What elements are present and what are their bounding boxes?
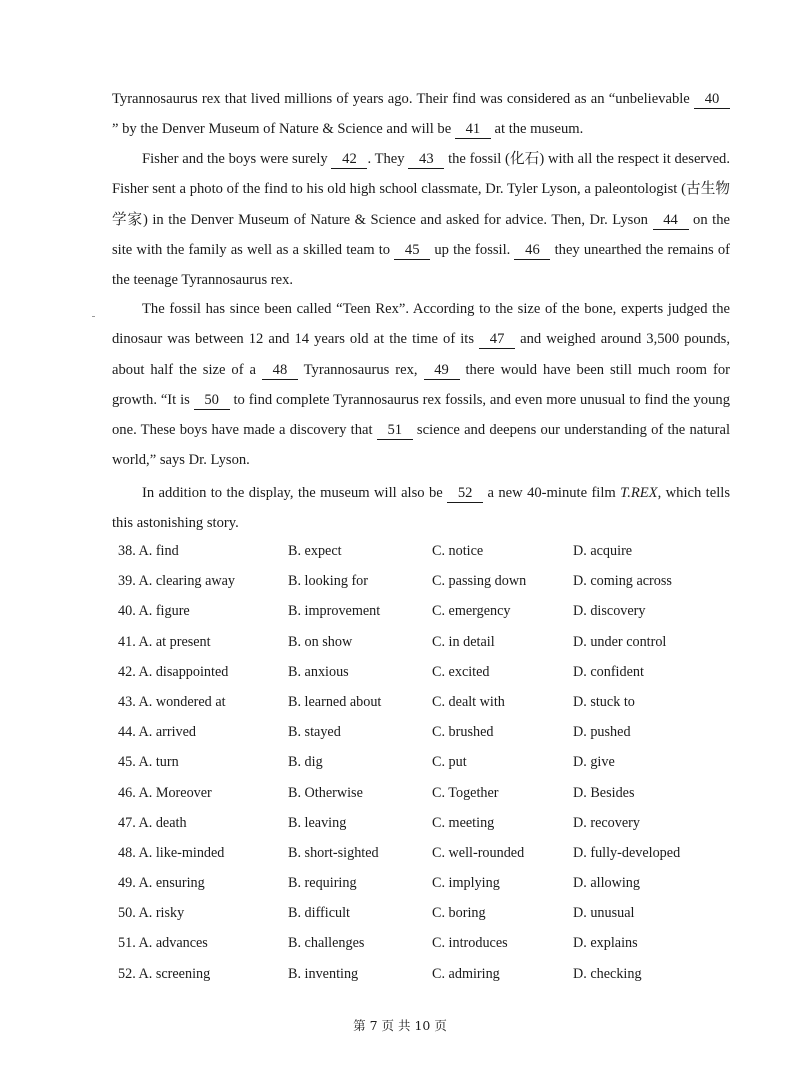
option-a: 42. A. disappointed [118, 663, 229, 680]
blank-51: 51 [377, 422, 413, 440]
option-b: B. stayed [288, 724, 341, 741]
option-b: B. looking for [288, 573, 368, 590]
question-row [118, 724, 718, 754]
blank-41: 41 [455, 121, 491, 139]
blank-42: 42 [331, 151, 367, 169]
option-a: 47. A. death [118, 814, 187, 831]
option-b: B. learned about [288, 693, 382, 710]
blank-45: 45 [394, 242, 430, 260]
option-b: B. difficult [288, 905, 351, 922]
margin-mark [92, 316, 95, 317]
blank-43: 43 [408, 151, 444, 169]
option-c: C. in detail [432, 633, 495, 650]
blank-48: 48 [262, 362, 298, 380]
blank-40: 40 [694, 91, 730, 109]
option-b: B. requiring [288, 875, 357, 892]
option-c: C. well-rounded [432, 844, 525, 861]
answer-options-list [118, 543, 718, 996]
passage-paragraph-1: Tyrannosaurus rex that lived millions of years ago. Their find was considered as an “unbelievable 40 ” by the Denver Museum of Nature & Science and will be 41 at the museum. [112, 84, 730, 145]
option-d: D. Besides [573, 784, 635, 801]
option-a: 44. A. arrived [118, 724, 197, 741]
option-d: D. unusual [573, 905, 635, 922]
option-d: D. checking [573, 965, 642, 982]
passage-paragraph-3: The fossil has since been called “Teen Rex”. According to the size of the bone, experts judged the dinosaur was between 12 and 14 years old at the time of its 47 and weighed around 3,500 pounds, about half the size of a 48 Tyrannosaurus rex, 49 there would have been still much room for growth. “It is 50 to find complete Tyrannosaurus rex fossils, and even more unusual to find the young one. These boys have made a discovery that 51 science and deepens our understanding of the natural world,” says Dr. Lyson. [112, 301, 730, 469]
question-row [118, 634, 718, 664]
option-a: 48. A. like-minded [118, 844, 225, 861]
question-row [118, 935, 718, 965]
question-row [118, 785, 718, 815]
question-row [118, 603, 718, 633]
question-row [118, 664, 718, 694]
question-row [118, 573, 718, 603]
option-c: C. passing down [432, 573, 527, 590]
option-a: 51. A. advances [118, 935, 208, 952]
option-d: D. coming across [573, 573, 672, 590]
option-b: B. expect [288, 543, 342, 559]
option-c: C. introduces [432, 935, 508, 952]
blank-44: 44 [653, 212, 689, 230]
question-row [118, 815, 718, 845]
option-d: D. explains [573, 935, 638, 952]
option-d: D. fully-developed [573, 844, 681, 861]
option-a: 38. A. find [118, 543, 179, 559]
option-d: D. allowing [573, 875, 640, 892]
question-row [118, 845, 718, 875]
option-a: 45. A. turn [118, 754, 179, 771]
option-d: D. acquire [573, 543, 633, 559]
option-d: D. under control [573, 633, 667, 650]
option-c: C. notice [432, 543, 484, 559]
option-b: B. improvement [288, 603, 381, 620]
option-d: D. give [573, 754, 615, 771]
option-b: B. on show [288, 633, 353, 650]
option-b: B. challenges [288, 935, 365, 952]
option-c: C. boring [432, 905, 486, 922]
option-c: C. Together [432, 784, 499, 801]
option-b: B. dig [288, 754, 323, 771]
option-a: 41. A. at present [118, 633, 211, 650]
option-a: 50. A. risky [118, 905, 185, 922]
option-d: D. recovery [573, 814, 640, 831]
blank-47: 47 [479, 331, 515, 349]
option-c: C. meeting [432, 814, 495, 831]
question-row [118, 905, 718, 935]
film-title: T.REX [620, 485, 658, 501]
question-row [118, 543, 718, 573]
blank-49: 49 [424, 362, 460, 380]
option-b: B. short-sighted [288, 844, 379, 861]
option-c: C. admiring [432, 965, 500, 982]
option-c: C. excited [432, 663, 490, 680]
option-c: C. implying [432, 875, 500, 892]
option-a: 46. A. Moreover [118, 784, 212, 801]
question-row [118, 875, 718, 905]
option-d: D. pushed [573, 724, 631, 741]
option-c: C. brushed [432, 724, 494, 741]
blank-50: 50 [194, 392, 230, 410]
option-c: C. emergency [432, 603, 511, 620]
blank-52: 52 [447, 485, 483, 503]
option-b: B. inventing [288, 965, 359, 982]
option-b: B. leaving [288, 814, 347, 831]
page-number-footer: 第 7 页 共 10 页 [353, 1018, 447, 1033]
option-a: 39. A. clearing away [118, 573, 236, 590]
option-d: D. confident [573, 663, 644, 680]
passage-paragraph-2: Fisher and the boys were surely 42 . They 43 the fossil (化石) with all the respect it deserved. Fisher sent a photo of the find to his old high school classmate, Dr. Tyler Lyson, a paleontologist (古生物学家) in the Denver Museum of Nature & Science and asked for advice. Then, Dr. Lyson 44 on the site with the family as well as a skilled team to 45 up the fossil. 46 they unearthed the remains of the teenage Tyrannosaurus rex. [112, 151, 730, 289]
option-a: 40. A. figure [118, 603, 190, 620]
option-a: 43. A. wondered at [118, 693, 226, 710]
option-c: C. put [432, 754, 467, 771]
passage-paragraph-4: In addition to the display, the museum will also be 52 a new 40-minute film T.REX, which tells this astonishing story. [112, 485, 730, 532]
option-b: B. anxious [288, 663, 349, 680]
option-a: 49. A. ensuring [118, 875, 205, 892]
option-d: D. discovery [573, 603, 646, 620]
blank-46: 46 [514, 242, 550, 260]
option-c: C. dealt with [432, 693, 505, 710]
option-d: D. stuck to [573, 693, 635, 710]
option-a: 52. A. screening [118, 965, 211, 982]
question-row [118, 694, 718, 724]
option-b: B. Otherwise [288, 784, 363, 801]
question-row [118, 754, 718, 784]
question-row [118, 966, 718, 996]
